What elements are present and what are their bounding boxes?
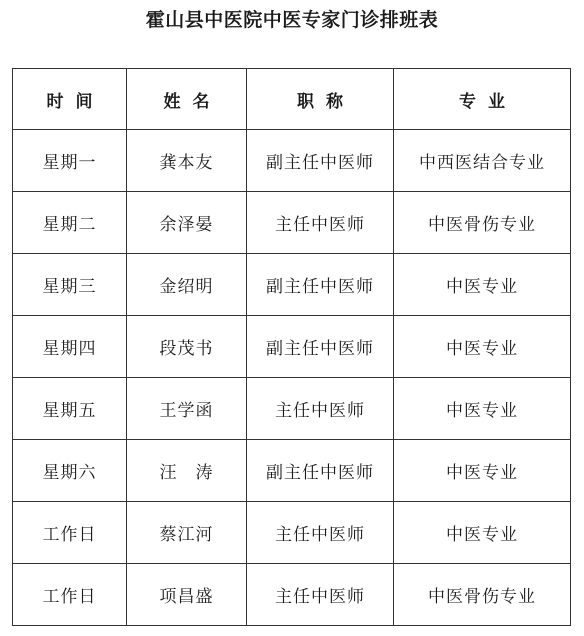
cell-name: 龚本友: [127, 130, 247, 192]
table-row: [13, 130, 571, 192]
table-row: [13, 440, 571, 502]
cell-time: 工作日: [13, 564, 127, 626]
table-row: [13, 254, 571, 316]
cell-specialty: 中医骨伤专业: [394, 192, 571, 254]
cell-name: 段茂书: [127, 316, 247, 378]
header-time: [13, 69, 127, 130]
page-title: 霍山县中医院中医专家门诊排班表: [145, 9, 439, 31]
cell-title: 副主任中医师: [247, 316, 394, 378]
cell-specialty: 中医专业: [394, 440, 571, 502]
cell-time: 工作日: [13, 502, 127, 564]
cell-time: 星期五: [13, 378, 127, 440]
cell-name: 项昌盛: [127, 564, 247, 626]
table-header-row: [13, 69, 571, 130]
cell-time: 星期一: [13, 130, 127, 192]
cell-name: 蔡江河: [127, 502, 247, 564]
header-name: [127, 69, 247, 130]
cell-time: 星期三: [13, 254, 127, 316]
cell-specialty: 中医专业: [394, 502, 571, 564]
cell-title: 主任中医师: [247, 192, 394, 254]
cell-time: 星期六: [13, 440, 127, 502]
cell-time: 星期二: [13, 192, 127, 254]
header-specialty-label: 专业: [459, 91, 517, 112]
cell-specialty: 中医专业: [394, 378, 571, 440]
header-title: [247, 69, 394, 130]
cell-title: 主任中医师: [247, 378, 394, 440]
header-specialty: [394, 69, 571, 130]
cell-name: 金绍明: [127, 254, 247, 316]
table-row: [13, 564, 571, 626]
schedule-table: [12, 68, 571, 626]
cell-specialty: 中医骨伤专业: [394, 564, 571, 626]
cell-name: 余泽晏: [127, 192, 247, 254]
cell-time: 星期四: [13, 316, 127, 378]
cell-name: 王学函: [127, 378, 247, 440]
cell-title: 主任中医师: [247, 564, 394, 626]
cell-specialty: 中西医结合专业: [394, 130, 571, 192]
cell-title: 副主任中医师: [247, 254, 394, 316]
header-time-label: 时间: [46, 91, 105, 112]
table-row: [13, 316, 571, 378]
cell-specialty: 中医专业: [394, 316, 571, 378]
cell-title: 主任中医师: [247, 502, 394, 564]
table-row: [13, 502, 571, 564]
cell-title: 副主任中医师: [247, 440, 394, 502]
header-title-label: 职称: [297, 91, 355, 112]
cell-specialty: 中医专业: [394, 254, 571, 316]
header-name-label: 姓名: [163, 91, 222, 112]
cell-title: 副主任中医师: [247, 130, 394, 192]
table-row: [13, 378, 571, 440]
cell-name: 汪 涛: [127, 440, 247, 502]
table-row: [13, 192, 571, 254]
